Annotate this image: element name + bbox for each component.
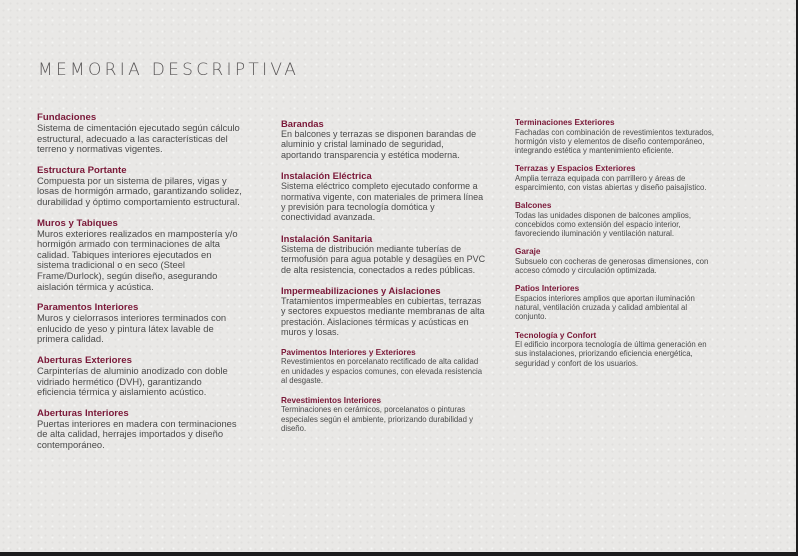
section-heading: Fundaciones bbox=[37, 112, 97, 123]
section-text: Sistema eléctrico completo ejecutado conforme a normativa vigente, con materiales de primera línea y previsión para tecnología domótica y conectividad avanzada. bbox=[281, 181, 484, 223]
section-muros-tabiques bbox=[37, 218, 242, 293]
section-text: Subsuelo con cocheras de generosas dimensiones, con acceso cómodo y circulación optimizada. bbox=[515, 257, 709, 276]
section-heading: Terminaciones Exteriores bbox=[515, 118, 615, 127]
section-heading: Impermeabilizaciones y Aislaciones bbox=[281, 285, 441, 297]
section-text: Revestimientos en porcelanato rectificado de alta calidad en unidades y espacios comunes, con elevada resistencia al desgaste. bbox=[281, 357, 483, 386]
section-heading: Pavimentos Interiores y Exteriores bbox=[281, 347, 416, 357]
section-text: Puertas interiores en madera con terminaciones de alta calidad, herrajes importados y diseño contemporáneo. bbox=[37, 417, 237, 450]
section-instalacion-sanitaria bbox=[281, 233, 486, 275]
section-balcones bbox=[515, 201, 720, 238]
section-text: Todas las unidades disponen de balcones amplios, concebidos como extensión del espacio interior, favoreciendo iluminación y ventilación natural. bbox=[515, 210, 691, 239]
section-text: Muros exteriores realizados en mampostería y/o hormigón armado con terminaciones de alta calidad. Tabiques interiores ejecutados en sistema tradicional o en seco (Steel Frame/Durlock), según diseño, asegurando aislación térmica y acústica. bbox=[37, 227, 238, 292]
section-aberturas-interiores bbox=[37, 408, 242, 451]
section-text: El edificio incorpora tecnología de última generación en sus instalaciones, priorizando eficiencia energética, seguridad y confort de los usuarios. bbox=[515, 340, 707, 368]
section-text: Compuesta por un sistema de pilares, vigas y losas de hormigón armado, garantizando solidez, durabilidad y óptimo comportamiento estructural. bbox=[37, 174, 242, 207]
section-text: Amplia terraza equipada con parrillero y áreas de esparcimiento, con vistas abiertas y diseño paisajístico. bbox=[515, 173, 707, 192]
section-text: Sistema de cimentación ejecutado según cálculo estructural, adecuado a las características del terreno y normativas vigentes. bbox=[37, 122, 240, 155]
section-heading: Aberturas Interiores bbox=[37, 407, 129, 419]
column-right bbox=[515, 118, 720, 377]
section-impermeabilizaciones bbox=[281, 285, 486, 338]
section-text: En balcones y terrazas se disponen barandas de aluminio y cristal laminado de seguridad, aportando transparencia y estética moderna. bbox=[281, 129, 477, 160]
section-heading: Paramentos Interiores bbox=[37, 302, 139, 314]
section-terminaciones-exteriores bbox=[515, 118, 720, 155]
section-estructura-portante bbox=[37, 165, 242, 208]
column-left bbox=[37, 112, 242, 460]
section-patios-interiores bbox=[515, 284, 720, 321]
section-barandas bbox=[281, 118, 486, 160]
section-revestimientos-interiores bbox=[281, 396, 486, 434]
section-heading: Terrazas y Espacios Exteriores bbox=[515, 164, 636, 174]
section-terrazas bbox=[515, 164, 720, 192]
section-heading: Aberturas Exteriores bbox=[37, 354, 132, 366]
section-text: Carpinterías de aluminio anodizado con doble vidriado hermético (DVH), garantizando eficiencia térmica y aislamiento acústico. bbox=[37, 364, 228, 398]
section-tecnologia-confort bbox=[515, 331, 720, 368]
section-aberturas-exteriores bbox=[37, 355, 242, 398]
section-heading: Instalación Eléctrica bbox=[281, 170, 372, 182]
section-heading: Patios Interiores bbox=[515, 284, 580, 294]
section-fundaciones bbox=[37, 112, 242, 155]
section-text: Espacios interiores amplios que aportan iluminación natural, ventilación cruzada y calidad ambiental al conjunto. bbox=[515, 294, 695, 322]
section-pavimentos bbox=[281, 348, 486, 386]
section-garaje bbox=[515, 247, 720, 275]
section-paramentos-interiores bbox=[37, 302, 242, 345]
section-heading: Barandas bbox=[281, 118, 324, 129]
section-text: Tratamientos impermeables en cubiertas, terrazas y sectores expuestos mediante membranas de alta prestación. Aislaciones térmicas y acústicas en muros y losas. bbox=[281, 296, 485, 338]
section-heading: Tecnología y Confort bbox=[515, 330, 597, 340]
section-heading: Revestimientos Interiores bbox=[281, 395, 382, 405]
page-title: MEMORIA DESCRIPTIVA bbox=[38, 60, 300, 80]
section-text: Sistema de distribución mediante tuberías de termofusión para agua potable y desagües en PVC de alta resistencia, conectados a redes públicas. bbox=[281, 243, 486, 275]
column-middle bbox=[281, 118, 486, 443]
section-heading: Muros y Tabiques bbox=[37, 217, 118, 229]
section-heading: Balcones bbox=[515, 201, 552, 211]
section-heading: Garaje bbox=[515, 247, 541, 257]
section-text: Fachadas con combinación de revestimientos texturados, hormigón visto y elementos de diseño contemporáneo, integrando estética y mantenimiento eficiente. bbox=[515, 127, 714, 155]
section-instalacion-electrica bbox=[281, 170, 486, 223]
section-text: Muros y cielorrasos interiores terminados con enlucido de yeso y pintura látex lavable de primera calidad. bbox=[37, 312, 227, 345]
section-text: Terminaciones en cerámicos, porcelanatos o pinturas especiales según el ambiente, priorizando durabilidad y diseño. bbox=[281, 405, 474, 433]
section-heading: Estructura Portante bbox=[37, 164, 127, 176]
section-heading: Instalación Sanitaria bbox=[281, 232, 373, 244]
